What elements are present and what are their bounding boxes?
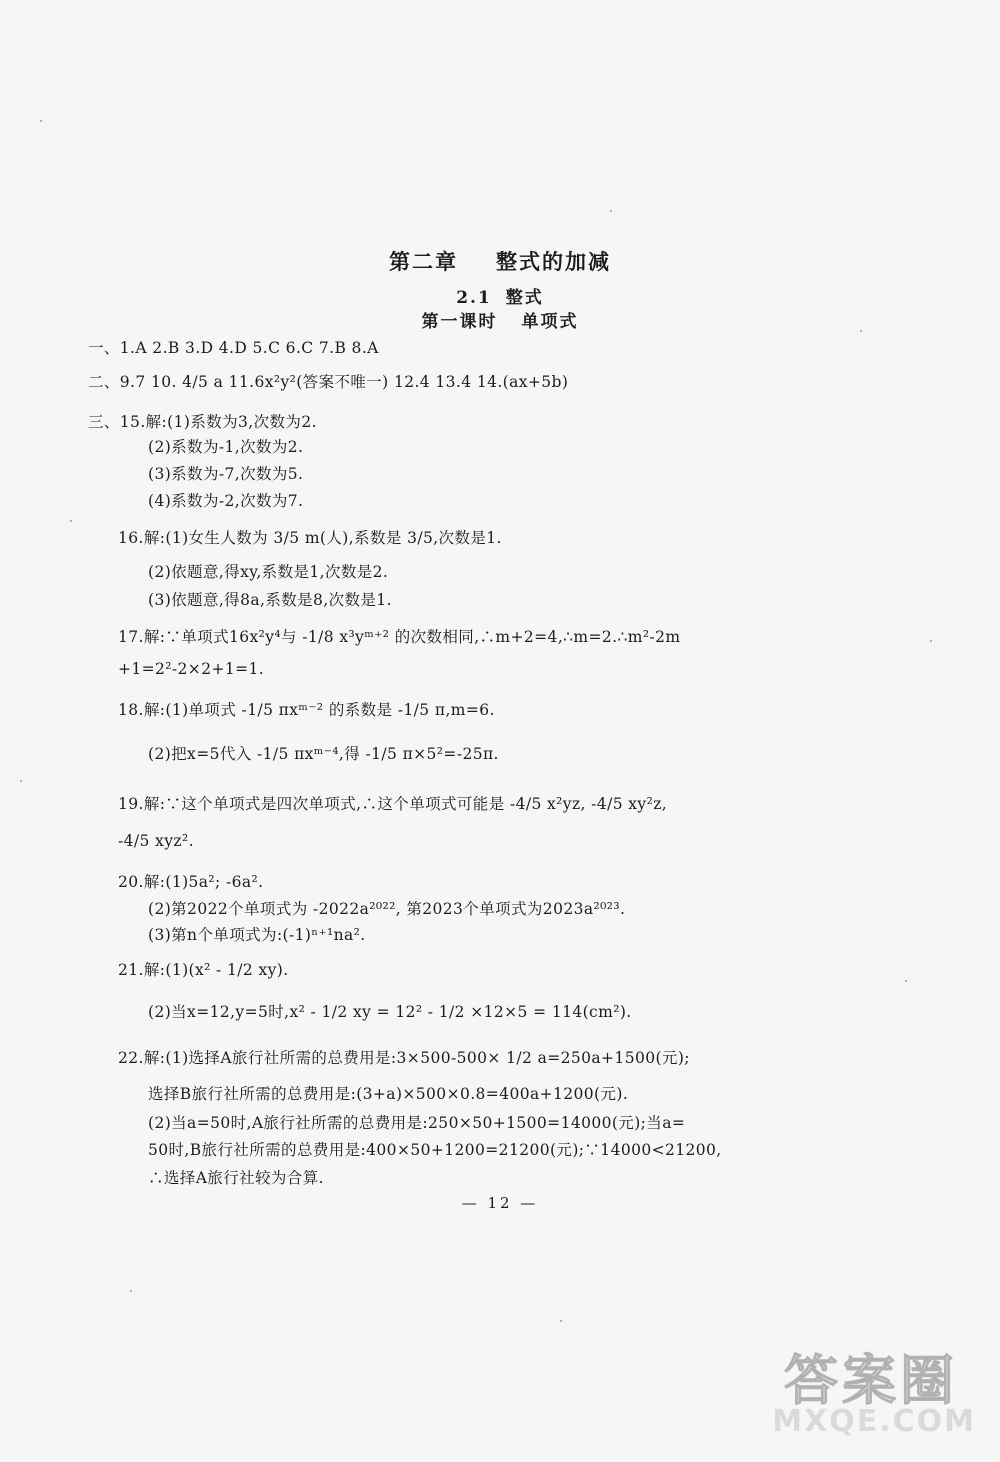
scan-speck bbox=[70, 520, 72, 522]
answer-line-18: 18.解:(1)单项式 -1/5 πxᵐ⁻² 的系数是 -1/5 π,m=6. bbox=[118, 701, 495, 719]
scan-speck bbox=[905, 980, 907, 982]
answer-line-15-2: (2)系数为-1,次数为2. bbox=[148, 438, 304, 456]
answer-line-22: 22.解:(1)选择A旅行社所需的总费用是:3×500-500× 1/2 a=250a+1500(元); bbox=[118, 1049, 690, 1067]
section-number: 2.1 bbox=[456, 288, 492, 308]
answer-line-fill: 二、9.7 10. 4/5 a 11.6x²y²(答案不唯一) 12.4 13.4 14.(ax+5b) bbox=[88, 373, 569, 391]
section-title bbox=[0, 283, 1000, 308]
scan-speck bbox=[20, 780, 22, 782]
answer-line-17: 17.解:∵单项式16x²y⁴与 -1/8 x³yᵐ⁺² 的次数相同,∴m+2=4,∴m=2.∴m²-2m bbox=[118, 628, 681, 646]
answer-line-22-2: (2)当a=50时,A旅行社所需的总费用是:250×50+1500=14000(元);当a= bbox=[148, 1114, 686, 1132]
lesson-title bbox=[0, 307, 1000, 332]
scan-speck bbox=[130, 1290, 132, 1292]
answer-line-16-3: (3)依题意,得8a,系数是8,次数是1. bbox=[148, 591, 392, 609]
answer-line-17-cont: +1=2²-2×2+1=1. bbox=[118, 660, 265, 678]
chapter-name: 整式的加减 bbox=[496, 249, 611, 274]
answer-line-15-4: (4)系数为-2,次数为7. bbox=[148, 492, 304, 510]
watermark-domain: MXQE.COM bbox=[772, 1404, 976, 1439]
answer-line-16: 16.解:(1)女生人数为 3/5 m(人),系数是 3/5,次数是1. bbox=[118, 529, 502, 547]
section-name: 整式 bbox=[505, 288, 544, 308]
answer-line-15: 三、15.解:(1)系数为3,次数为2. bbox=[88, 413, 317, 431]
chapter-number: 第二章 bbox=[389, 249, 458, 274]
answer-line-21: 21.解:(1)(x² - 1/2 xy). bbox=[118, 961, 289, 979]
page-number: — 12 — bbox=[461, 1194, 539, 1212]
answer-line-22-2-cont: 50时,B旅行社所需的总费用是:400×50+1200=21200(元);∵14000<21200, bbox=[148, 1141, 722, 1159]
answer-line-20-2: (2)第2022个单项式为 -2022a²⁰²², 第2023个单项式为2023a²⁰²³. bbox=[148, 900, 626, 918]
scan-speck bbox=[610, 210, 612, 212]
scan-speck bbox=[560, 1320, 562, 1322]
lesson-number: 第一课时 bbox=[421, 312, 498, 332]
answer-line-15-3: (3)系数为-7,次数为5. bbox=[148, 465, 304, 483]
answer-line-21-2: (2)当x=12,y=5时,x² - 1/2 xy = 12² - 1/2 ×12×5 = 114(cm²). bbox=[148, 1003, 632, 1021]
answer-line-20-3: (3)第n个单项式为:(-1)ⁿ⁺¹na². bbox=[148, 926, 366, 944]
lesson-name: 单项式 bbox=[521, 312, 579, 332]
scan-speck bbox=[40, 120, 42, 122]
scan-speck bbox=[930, 640, 932, 642]
answer-line-22-b: 选择B旅行社所需的总费用是:(3+a)×500×0.8=400a+1200(元). bbox=[148, 1085, 629, 1103]
watermark-text: 答案圈 bbox=[784, 1349, 958, 1412]
chapter-title bbox=[0, 246, 1000, 276]
answer-line-mc: 一、1.A 2.B 3.D 4.D 5.C 6.C 7.B 8.A bbox=[88, 339, 379, 357]
watermark-logo bbox=[726, 1332, 986, 1442]
answer-line-19-cont: -4/5 xyz². bbox=[118, 832, 194, 850]
answer-line-19: 19.解:∵这个单项式是四次单项式,∴这个单项式可能是 -4/5 x²yz, -4/5 xy²z, bbox=[118, 795, 668, 813]
answer-line-20: 20.解:(1)5a²; -6a². bbox=[118, 873, 264, 891]
answer-line-22-conclusion: ∴选择A旅行社较为合算. bbox=[148, 1169, 324, 1187]
scan-speck bbox=[860, 330, 862, 332]
answer-line-16-2: (2)依题意,得xy,系数是1,次数是2. bbox=[148, 563, 389, 581]
answer-line-18-2: (2)把x=5代入 -1/5 πxᵐ⁻⁴,得 -1/5 π×5²=-25π. bbox=[148, 745, 499, 763]
